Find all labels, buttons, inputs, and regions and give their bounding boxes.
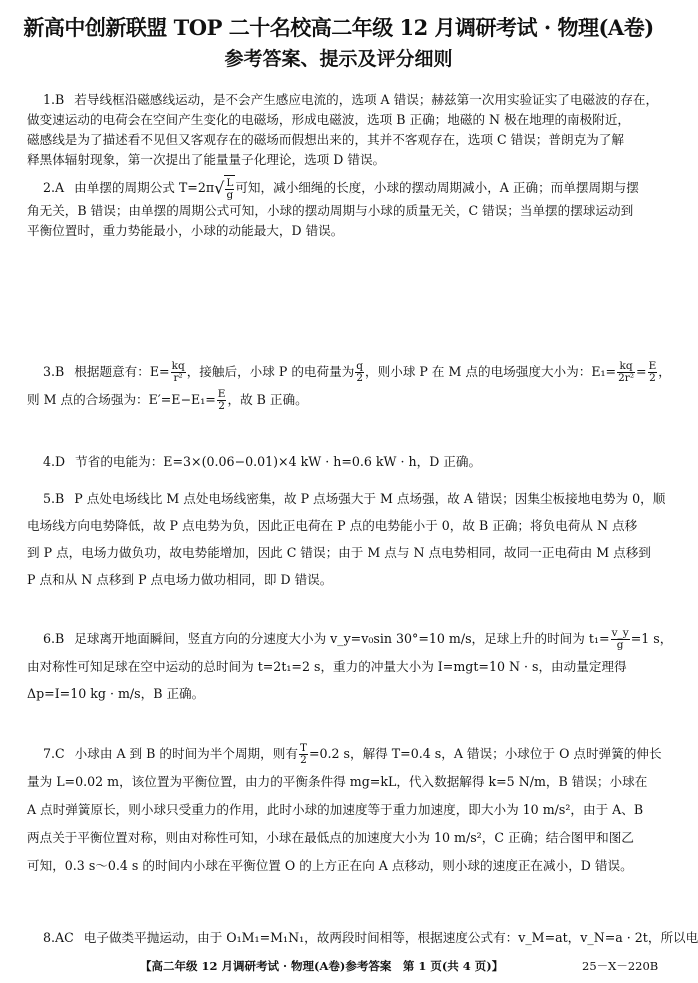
answer-2-line-2: 角无关，B 错误；由单摆的周期公式可知，小球的摆动周期与小球的质量无关，C 错误；当单摆的摆球运动到 [27, 203, 634, 218]
answer-1-line-3: 磁感线是为了描述看不见但又客观存在的磁场而假想出来的，其并不客观存在，选项 C 错误；普朗克为了解 [27, 132, 624, 147]
answer-2-number: 2.A [43, 180, 65, 195]
answer-7-line-2: 量为 L=0.02 m，该位置为平衡位置，由力的平衡条件得 mg=kL，代入数据解得 k=5 N/m，B 错误；小球在 [27, 774, 648, 789]
answer-3-number: 3.B [43, 364, 65, 379]
footer-code: 25－X－220B [582, 959, 659, 973]
answer-2-line-1a: 由单摆的周期公式 T=2π [74, 180, 215, 195]
answer-1 [27, 90, 659, 170]
fraction-q-2: $\frac{q}{2}$ [356, 360, 364, 384]
answer-4-line-1: 节省的电能为：E=3×(0.06−0.01)×4 kW · h=0.6 kW · h，D 正确。 [75, 454, 482, 469]
answer-4-number: 4.D [43, 454, 66, 469]
answer-2 [27, 175, 652, 241]
answer-1-line-2: 做变速运动的电荷会在空间产生变化的电磁场，形成电磁波，选项 B 正确；地磁的 N 极在地理的南极附近， [27, 112, 631, 127]
answer-7-line-4: 两点关于平衡位置对称，则由对称性可知，小球在最低点的加速度大小为 10 m/s²，C 正确；结合图甲和图乙 [27, 830, 634, 845]
answer-6-number: 6.B [43, 631, 65, 646]
page-title: 新高中创新联盟 TOP 二十名校高二年级 12 月调研考试 · 物理(A卷) [23, 15, 654, 40]
answer-6-line-2: 由对称性可知足球在空中运动的总时间为 t=2t₁=2 s，重力的冲量大小为 I=mgt=10 N · s，由动量定理得 [27, 659, 627, 674]
answer-7-number: 7.C [43, 746, 65, 761]
answer-6-line-3: Δp=I=10 kg · m/s，B 正确。 [27, 686, 205, 701]
answer-7: 7.C 小球由 A 到 B 的时间为半个周期，则有 $\frac{T}{2}$ =0.2 s，解得 T=0.4 s，A 错误；小球位于 O 点时弹簧的伸长 量为 L=0.02 m，该位置为平衡位置，由力的平衡条件得 mg=kL，代入数据解得 k=5 N/m，B 错误；小球在 A 点时弹簧原长，则小球只受重力的作用，此时小球的加速度等于重力加速度，即大小为 10 m/s²，由于 A、B 两点关于平衡位置对称，则由对称性可知，小球在最低点的加速度大小为 10 m/s²，C 正确；结合图甲和图乙 可知，0.3 s～0.4 s 的时间内小球在平衡位置 O 的上方正在向 A 点移动，则小球的速度正在减小，D 错误。 [27, 740, 652, 880]
answer-8 [27, 928, 698, 948]
answer-7-line-3: A 点时弹簧原长，则小球只受重力的作用，此时小球的加速度等于重力加速度，即大小为 10 m/s²，由于 A、B [27, 802, 644, 817]
answer-5-line-3: 到 P 点，电场力做负功，故电势能增加，因此 C 错误；由于 M 点与 N 点电势相同，故同一正电荷由 M 点移到 [27, 545, 651, 560]
answer-2-line-3: 平衡位置时，重力势能最小，小球的动能最大，D 错误。 [27, 223, 344, 238]
fraction-e-2: $\frac{E}{2}$ [648, 360, 657, 384]
answer-8-line-1: 电子做类平抛运动，由于 O₁M₁=M₁N₁，故两段时间相等，根据速度公式有：v_M=at，v_N=a · 2t，所以电 [83, 930, 698, 945]
fraction-e-2-b: $\frac{E}{2}$ [217, 388, 226, 412]
answer-5-line-1: P 点处电场线比 M 点处电场线密集，故 P 点场强大于 M 点场强，故 A 错误；因集尘板接地电势为 0，顺 [74, 491, 666, 506]
answer-7-line-5: 可知，0.3 s～0.4 s 的时间内小球在平衡位置 O 的上方正在向 A 点移动，则小球的速度正在减小，D 错误。 [27, 858, 633, 873]
page-subtitle: 参考答案、提示及评分细则 [224, 48, 453, 70]
answer-1-line-4: 释黑体辐射现象，第一次提出了能量量子化理论，选项 D 错误。 [27, 152, 386, 167]
fraction-vy-g: $\frac{v\_y}{g}$ [611, 627, 629, 651]
answer-2-line-1b: 可知，减小细绳的长度，小球的摆动周期减小，A 正确；而单摆周期与摆 [235, 180, 639, 195]
answer-6: 6.B 足球离开地面瞬间，竖直方向的分速度大小为 v_y=v₀sin 30°=10 m/s，足球上升的时间为 t₁= $\frac{v\_y}{g}$ =1 s， 由对称性可知足球在空中运动的总时间为 t=2t₁=2 s，重力的冲量大小为 I=mgt=10 N · s，由动量定理得 Δp=I=10 kg · m/s，B 正确。 [27, 625, 652, 707]
answer-5-line-2: 电场线方向电势降低，故 P 点电势为负，因此正电荷在 P 点的电势能小于 0，故 B 正确；将负电荷从 N 点移 [27, 518, 638, 533]
sqrt-fraction: $\frac{L}{g}$ [226, 177, 234, 201]
answer-4 [27, 452, 652, 472]
answer-1-number: 1.B [43, 92, 65, 107]
answer-8-number: 8.AC [43, 930, 74, 945]
fraction-kq-r2: $\frac{kq}{\text{r²}}$ [171, 360, 185, 384]
answer-5-line-4: P 点和从 N 点移到 P 点电场力做功相同，即 D 错误。 [27, 572, 333, 587]
fraction-kq-2r2: $\frac{kq}{\text{2r²}}$ [618, 360, 635, 384]
fraction-t-2: $\frac{T}{2}$ [299, 742, 307, 766]
answer-1-line-1: 若导线框沿磁感线运动，是不会产生感应电流的，选项 A 错误；赫兹第一次用实验证实了电磁波的存在， [74, 92, 659, 107]
footer-title: 【高二年级 12 月调研考试 · 物理(A卷)参考答案 第 1 页(共 4 页)】 [140, 959, 504, 973]
answer-3: 3.B 根据题意有：E= $\frac{kq}{\text{r²}}$ ，接触后，小球 P 的电荷量为 $\frac{q}{2}$ ，则小球 P 在 M 点的电场强度大小为：E₁= $\frac{kq}{\text{2r²}}$ = $\frac{E}{2}$ ， 则 M 点的合场强为：E′=E−E₁= $\frac{E}{2}$ ，故 B 正确。 [27, 360, 671, 412]
answer-5-number: 5.B [43, 491, 65, 506]
sqrt-symbol: √ [214, 178, 225, 198]
answer-5 [27, 485, 666, 593]
